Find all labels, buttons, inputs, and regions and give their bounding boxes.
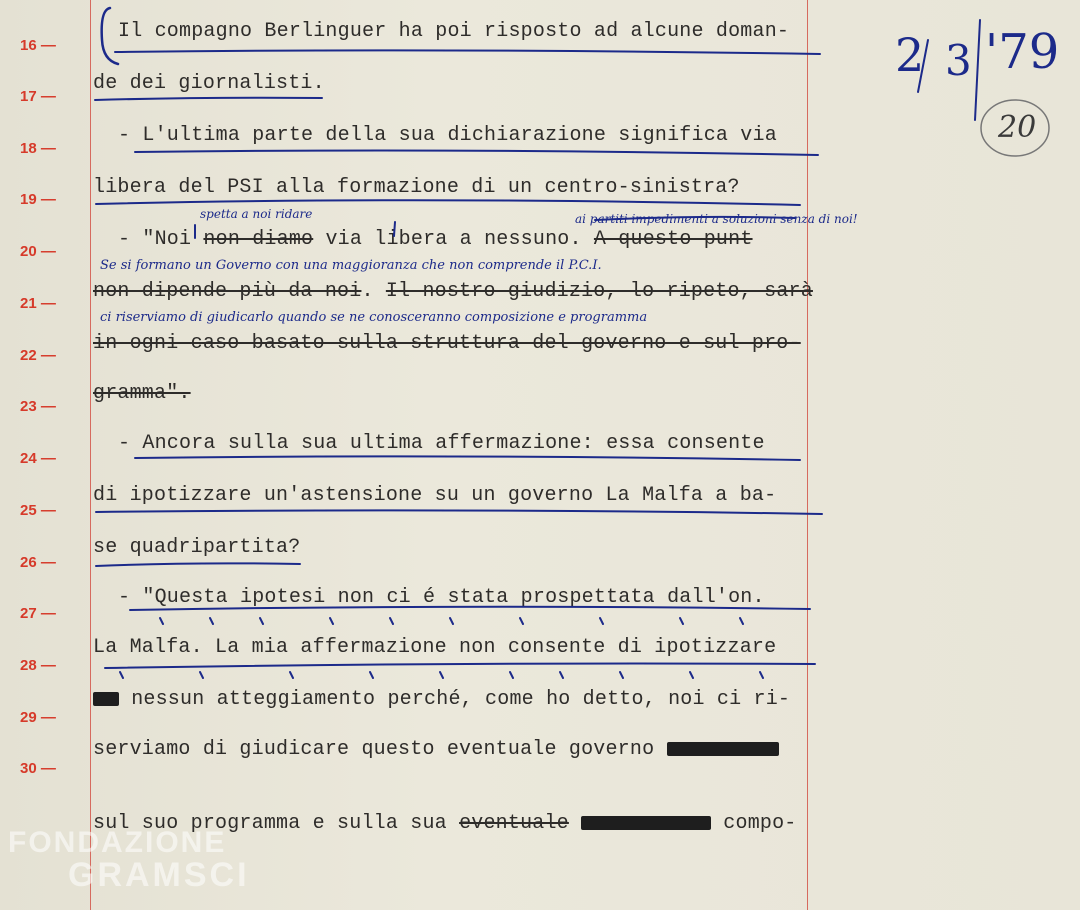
typed-fragment: compo- — [723, 812, 797, 835]
tick-marks — [160, 618, 743, 624]
underline — [96, 200, 800, 205]
struck-text: non diamo — [203, 228, 314, 251]
typed-line: in ogni caso basato sulla struttura del governo e sul pro- — [93, 332, 801, 355]
underline — [135, 151, 818, 155]
line-number: 18 — — [20, 140, 56, 157]
underline — [95, 98, 322, 100]
typed-line: Il compagno Berlinguer ha poi risposto ad alcune doman- — [118, 20, 790, 43]
typed-fragment: sul suo programma e sulla sua — [93, 812, 460, 835]
typed-line: La Malfa. La mia affermazione non consente di ipotizzare — [93, 636, 777, 659]
left-margin-line — [90, 0, 91, 910]
tick-marks — [120, 672, 763, 678]
line-number: 17 — — [20, 88, 56, 105]
underline — [135, 456, 800, 460]
typed-line: di ipotizzare un'astensione su un governo La Malfa a ba- — [93, 484, 777, 507]
handwritten-note: ci riserviamo di giudicarlo quando se ne conosceranno composizione e programma — [100, 310, 648, 325]
line-number: 27 — — [20, 605, 56, 622]
typed-line: - "Questa ipotesi non ci é stata prospettata dall'on. — [118, 586, 765, 609]
line-number: 23 — — [20, 398, 56, 415]
typed-line: gramma". — [93, 382, 191, 405]
line-number: 24 — — [20, 450, 56, 467]
typed-line: - L'ultima parte della sua dichiarazione significa via — [118, 124, 777, 147]
line-number: 28 — — [20, 657, 56, 674]
watermark — [8, 828, 250, 892]
watermark-line: FONDAZIONE — [8, 826, 227, 859]
handwritten-note: spetta a noi ridare — [200, 207, 313, 221]
page-number: 20 — [998, 110, 1037, 145]
typed-line — [93, 688, 790, 711]
date-year: '79 — [985, 24, 1060, 80]
redaction-mark — [581, 816, 711, 830]
line-number: 30 — — [20, 760, 56, 777]
redaction-mark — [667, 742, 779, 756]
underline — [96, 563, 300, 566]
date-month: 3 — [945, 36, 972, 85]
typed-line: libera del PSI alla formazione di un centro-sinistra? — [93, 176, 740, 199]
handwritten-note: Se si formano un Governo con una maggioranza che non comprende il P.C.I. — [100, 258, 602, 273]
typed-line — [93, 738, 779, 761]
handwritten-note: ai partiti impedimenti a soluzioni senza di noi! — [575, 212, 858, 226]
line-number: 26 — — [20, 554, 56, 571]
typed-fragment: . — [361, 280, 386, 303]
date-day: 2 — [895, 28, 925, 82]
right-margin-line — [807, 0, 808, 910]
underline — [115, 50, 820, 54]
line-number: 25 — — [20, 502, 56, 519]
line-number: 21 — — [20, 295, 56, 312]
typed-line: - Ancora sulla sua ultima affermazione: essa consente — [118, 432, 765, 455]
typed-fragment: - "Noi — [118, 228, 204, 251]
bracket-mark — [102, 8, 118, 64]
struck-text: Il nostro giudizio, lo ripeto, sarà — [385, 280, 813, 303]
typed-line — [118, 228, 753, 251]
underline — [96, 510, 822, 514]
typed-line: se quadripartita? — [93, 536, 301, 559]
struck-text: eventuale — [459, 812, 569, 835]
underline — [105, 664, 815, 669]
typed-fragment: via libera a nessuno. — [313, 228, 594, 251]
typed-fragment: nessun atteggiamento perché, come ho detto, noi ci ri- — [131, 688, 791, 711]
struck-text: A questo punt — [593, 228, 753, 251]
redaction-mark — [93, 692, 119, 706]
typed-fragment: serviamo di giudicare questo eventuale governo — [93, 738, 655, 761]
line-number: 19 — — [20, 191, 56, 208]
line-number: 22 — — [20, 347, 56, 364]
line-number: 16 — — [20, 37, 56, 54]
typed-line — [93, 280, 813, 303]
watermark-line: GRAMSCI — [68, 856, 250, 894]
struck-text: non dipende più da noi — [93, 280, 362, 303]
date-divider — [975, 20, 980, 120]
line-number: 20 — — [20, 243, 56, 260]
line-number: 29 — — [20, 709, 56, 726]
typed-line: de dei giornalisti. — [93, 72, 325, 95]
